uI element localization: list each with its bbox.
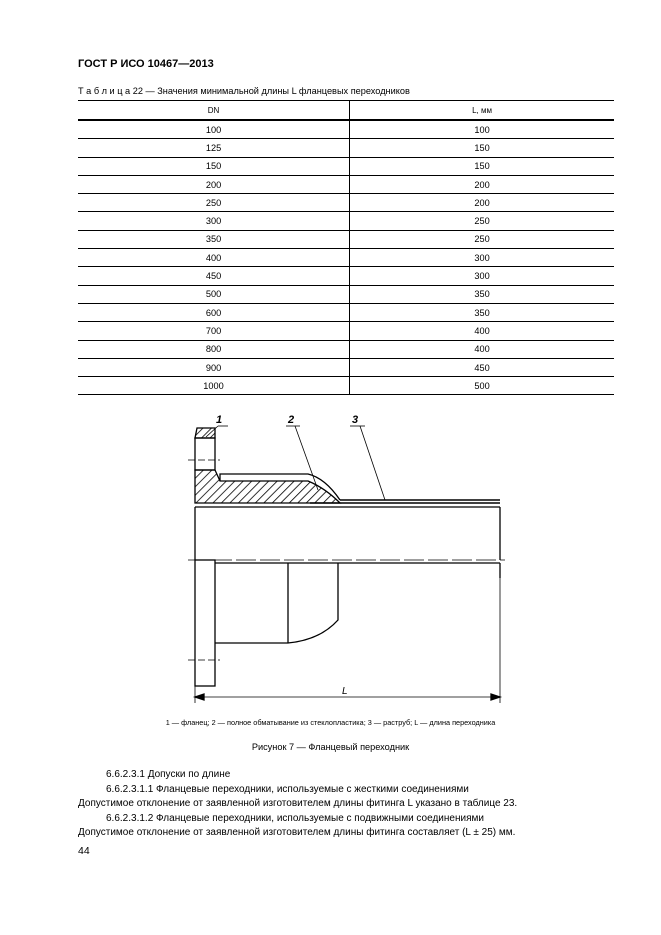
column-header-length: L, мм	[350, 101, 614, 121]
cell-dn: 200	[78, 175, 350, 193]
callout-3: 3	[352, 414, 359, 426]
cell-dn: 900	[78, 358, 350, 376]
cell-length: 250	[350, 230, 614, 248]
section-heading: 6.6.2.3.1 Допуски по длине	[106, 769, 231, 780]
table-row	[78, 230, 614, 248]
paragraph-rigid: Допустимое отклонение от заявленной изготовителем длины фитинга L указано в таблице 23.	[78, 798, 518, 809]
table-row	[78, 303, 614, 321]
table-row	[78, 212, 614, 230]
cell-dn: 600	[78, 303, 350, 321]
table-row	[78, 249, 614, 267]
flange-lower	[195, 560, 215, 686]
table-row	[78, 377, 614, 395]
standard-header: ГОСТ Р ИСО 10467—2013	[78, 58, 214, 70]
cell-dn: 800	[78, 340, 350, 358]
table-header-row	[78, 101, 614, 121]
cell-length: 500	[350, 377, 614, 395]
cell-length: 150	[350, 157, 614, 175]
length-label: L	[342, 686, 348, 697]
table-caption: Т а б л и ц а 22 — Значения минимальной длины L фланцевых переходников	[78, 86, 410, 96]
flange-adapter-drawing	[180, 408, 520, 713]
callout-2: 2	[288, 414, 295, 426]
cell-dn: 450	[78, 267, 350, 285]
column-header-dn: DN	[78, 101, 350, 121]
subsection-flexible: 6.6.2.3.1.2 Фланцевые переходники, используемые с подвижными соединениями	[106, 812, 484, 824]
cell-dn: 500	[78, 285, 350, 303]
cell-length: 350	[350, 285, 614, 303]
callout-1: 1	[216, 414, 223, 426]
cell-length: 300	[350, 249, 614, 267]
cell-dn: 150	[78, 157, 350, 175]
cell-length: 300	[350, 267, 614, 285]
cell-dn: 250	[78, 194, 350, 212]
cell-dn: 700	[78, 322, 350, 340]
table-row	[78, 358, 614, 376]
table-row	[78, 322, 614, 340]
table-row	[78, 139, 614, 157]
cell-length: 350	[350, 303, 614, 321]
cell-length: 150	[350, 139, 614, 157]
figure-legend: 1 — фланец; 2 — полное обматывание из стеклопластика; 3 — раструб; L — длина переходника	[165, 718, 496, 727]
subsection-rigid: 6.6.2.3.1.1 Фланцевые переходники, используемые с жесткими соединениями	[106, 783, 469, 795]
table-row	[78, 340, 614, 358]
cell-dn: 350	[78, 230, 350, 248]
table-row	[78, 157, 614, 175]
table-row	[78, 267, 614, 285]
cell-dn: 400	[78, 249, 350, 267]
page-number: 44	[78, 845, 90, 857]
cell-dn: 300	[78, 212, 350, 230]
cell-dn: 125	[78, 139, 350, 157]
table-row	[78, 285, 614, 303]
table-row	[78, 120, 614, 139]
cell-length: 400	[350, 322, 614, 340]
table-row	[78, 175, 614, 193]
cell-length: 400	[350, 340, 614, 358]
figure-caption: Рисунок 7 — Фланцевый переходник	[251, 742, 410, 752]
cell-length: 100	[350, 120, 614, 139]
cell-length: 200	[350, 194, 614, 212]
table-row	[78, 194, 614, 212]
cell-length: 450	[350, 358, 614, 376]
paragraph-flexible: Допустимое отклонение от заявленной изготовителем длины фитинга составляет (L ± 25) мм.	[78, 827, 516, 838]
cell-length: 250	[350, 212, 614, 230]
cell-dn: 100	[78, 120, 350, 139]
cell-dn: 1000	[78, 377, 350, 395]
body-text	[78, 768, 518, 841]
flange-upper	[195, 438, 215, 470]
dn-length-table	[78, 100, 614, 395]
cell-length: 200	[350, 175, 614, 193]
winding-section	[195, 470, 340, 503]
